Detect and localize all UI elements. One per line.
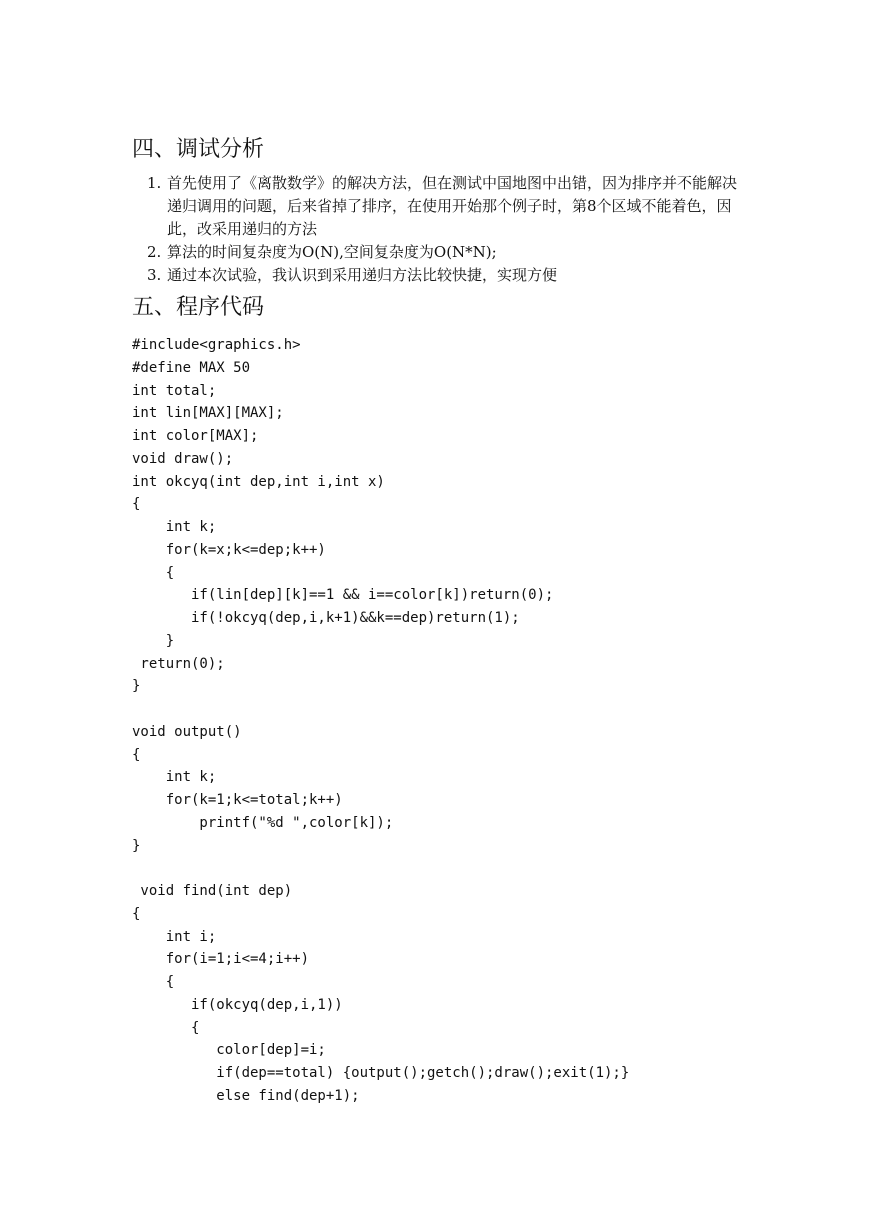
- list-item-text: 通过本次试验，我认识到采用递归方法比较快捷，实现方便: [167, 266, 558, 284]
- code-line: int lin[MAX][MAX];: [132, 405, 284, 422]
- section-5-heading: 五、程序代码: [132, 295, 265, 320]
- code-line: for(i=1;i<=4;i++): [132, 951, 310, 968]
- list-item-text: 算法的时间复杂度为O(N),空间复杂度为O(N*N);: [167, 243, 497, 261]
- code-line: if(!okcyq(dep,i,k+1)&&k==dep)return(1);: [132, 610, 520, 626]
- code-line: int k;: [132, 769, 217, 786]
- code-line: int i;: [132, 928, 217, 945]
- debug-analysis-list: [147, 172, 747, 287]
- code-line: int okcyq(int dep,int i,int x): [132, 473, 385, 490]
- code-line: }: [132, 632, 175, 649]
- code-line: int k;: [132, 519, 217, 535]
- list-item: [147, 241, 747, 264]
- list-item-number: 1.: [147, 174, 162, 192]
- code-line: return(0);: [132, 655, 225, 672]
- code-line: for(k=x;k<=dep;k++): [132, 541, 326, 558]
- code-line: [132, 698, 629, 721]
- code-line: {: [132, 905, 141, 922]
- list-item: [147, 172, 747, 241]
- code-line: else find(dep+1);: [132, 1087, 360, 1104]
- code-line: #define MAX 50: [132, 359, 251, 376]
- code-line: {: [132, 746, 141, 763]
- code-line: void output(): [132, 723, 242, 740]
- code-line: [132, 857, 629, 880]
- code-line: }: [132, 837, 141, 854]
- code-line: color[dep]=i;: [132, 1042, 326, 1059]
- code-line: if(lin[dep][k]==1 && i==color[k])return(0);: [132, 587, 554, 604]
- code-line: for(k=1;k<=total;k++): [132, 792, 343, 808]
- list-item: [147, 264, 747, 287]
- code-line: {: [132, 1019, 200, 1036]
- code-line: void find(int dep): [132, 883, 293, 899]
- code-line: {: [132, 974, 175, 990]
- code-line: int total;: [132, 382, 217, 399]
- section-4-heading: 四、调试分析: [132, 137, 265, 162]
- list-item-text: 首先使用了《离散数学》的解决方法，但在测试中国地图中出错，因为排序并不能解决递归调用的问题，后来省掉了排序，在使用开始那个例子时，第8个区域不能着色，因此，改采用递归的方法: [167, 174, 738, 238]
- list-item-number: 3.: [147, 266, 162, 284]
- code-line: #include<graphics.h>: [132, 337, 301, 353]
- code-line: void draw();: [132, 450, 234, 467]
- code-line: }: [132, 678, 141, 695]
- code-block: [132, 334, 629, 1108]
- code-line: int color[MAX];: [132, 428, 259, 444]
- code-line: {: [132, 496, 141, 513]
- code-line: printf("%d ",color[k]);: [132, 814, 394, 831]
- code-line: if(dep==total) {output();getch();draw();exit(1);}: [132, 1065, 630, 1081]
- code-line: if(okcyq(dep,i,1)): [132, 996, 343, 1013]
- code-line: {: [132, 564, 175, 581]
- list-item-number: 2.: [147, 243, 162, 261]
